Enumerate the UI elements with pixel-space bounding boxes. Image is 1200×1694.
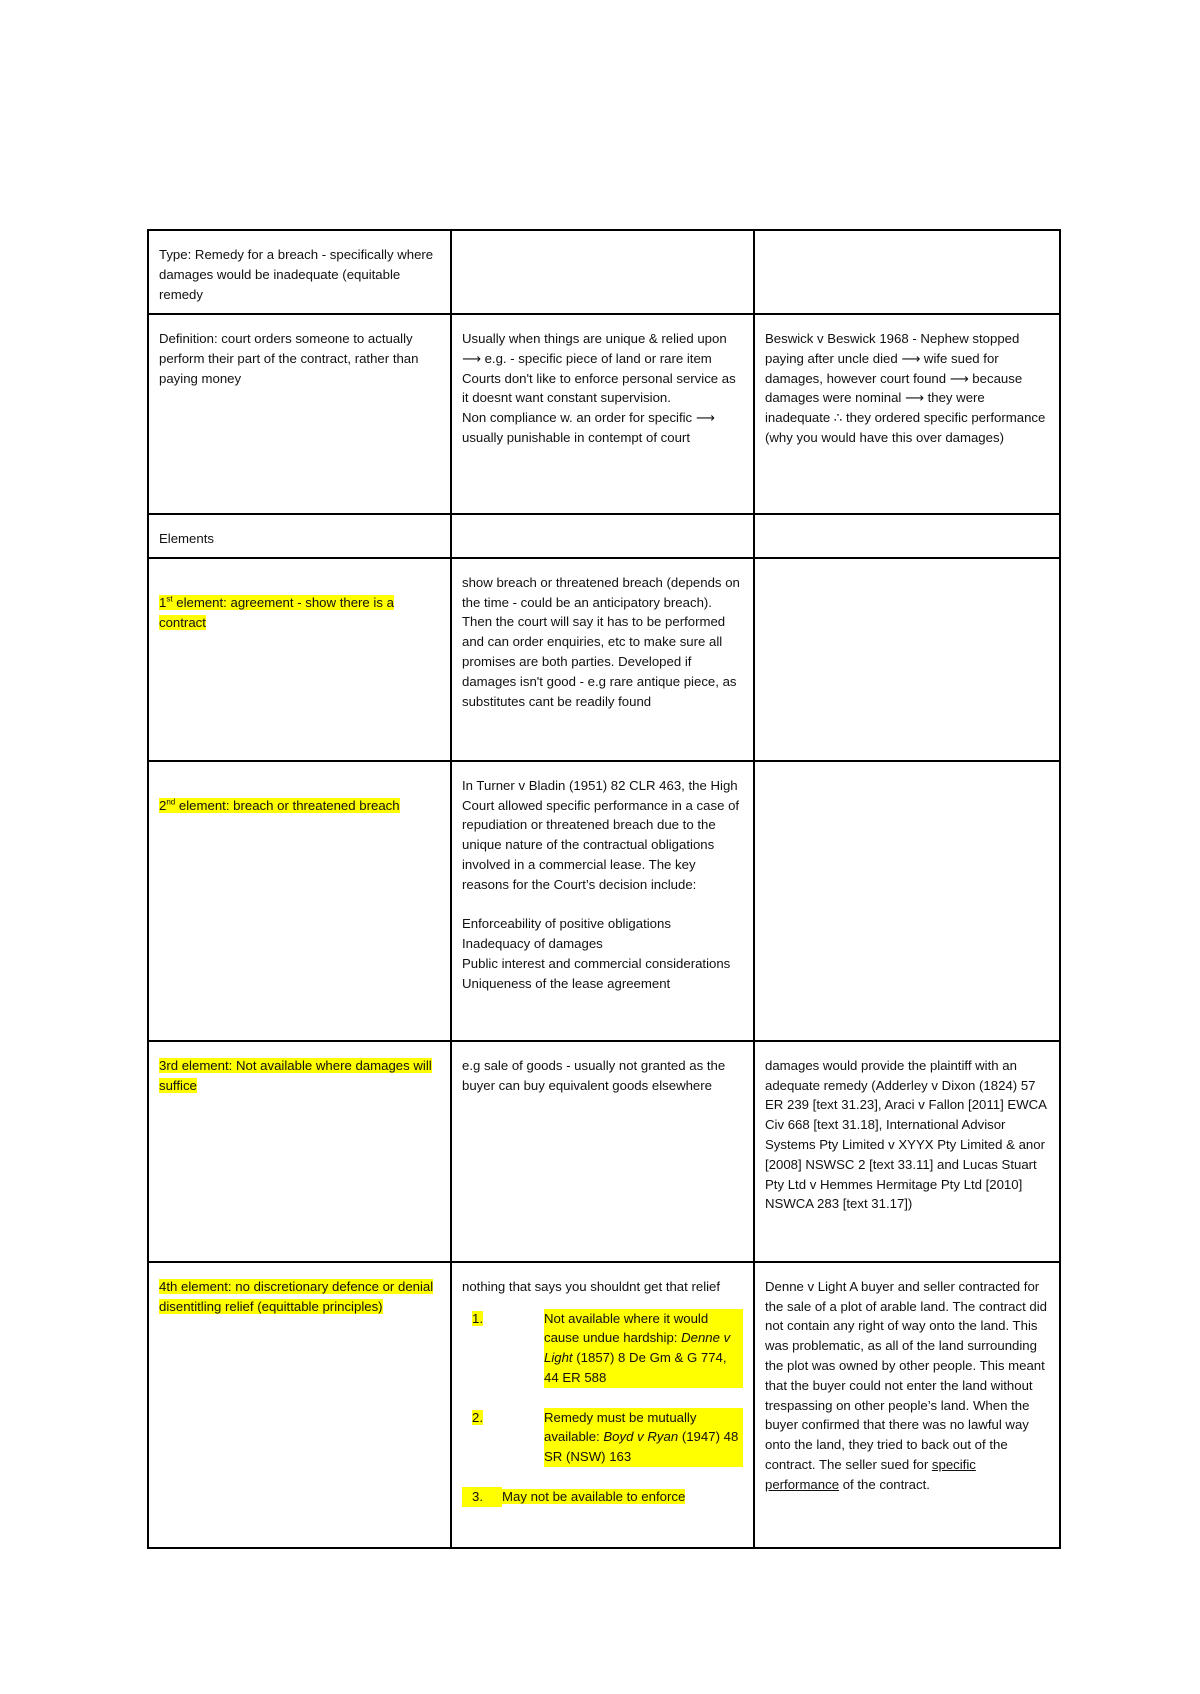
element-4-detail (451, 1262, 754, 1548)
reason-line: Inadequacy of damages (462, 936, 603, 952)
elements-heading: Elements (148, 514, 451, 558)
empty-cell (754, 558, 1060, 761)
table-row (148, 1041, 1060, 1262)
element-3-cases: damages would provide the plaintiff with an adequate remedy (Adderley v Dixon (1824) 57 ER 239 [text 31.23], Araci v Fallon [2011] EWCA Civ 668 [text 31.18], International Advisor Systems Pty Limited v XYYX Pty Limited & anor [2008] NSWSC 2 [text 33.11] and Lucas Stuart Pty Ltd v Hemmes Hermitage Pty Ltd [2010] NSWCA 283 [text 31.17]) (754, 1041, 1060, 1262)
defence-list (462, 1309, 743, 1507)
definition-cell: Definition: court orders someone to actually perform their part of the contract, rather than paying money (148, 314, 451, 514)
table-row (148, 514, 1060, 558)
empty-cell (451, 230, 754, 314)
table-row (148, 1262, 1060, 1548)
turner-intro: In Turner v Bladin (1951) 82 CLR 463, the High Court allowed specific performance in a case of repudiation or threatened breach due to the unique nature of the contractual obligations involved in a commercial lease. The key reasons for the Court’s decision include: (462, 777, 740, 892)
usage-line: Courts don't like to enforce personal service as it doesnt want constant supervision. (462, 370, 736, 406)
table-row (148, 558, 1060, 761)
reason-line: Enforceability of positive obligations (462, 916, 671, 932)
empty-cell (754, 761, 1060, 1041)
denne-case-cell: Denne v Light A buyer and seller contracted for the sale of a plot of arable land. The contract did not contain any right of way onto the land. This was problematic, as all of the land surrounding the plot was owned by other people. This meant that the buyer could not enter the land without trespassing on other people’s land. When the buyer confirmed that there was no lawful way onto the land, they tried to back out of the contract. The seller sued for specific performance of the contract. (754, 1262, 1060, 1548)
usage-line: Non compliance w. an order for specific ⟶ usually punishable in contempt of court (462, 410, 715, 445)
empty-cell (451, 514, 754, 558)
element-1-detail: show breach or threatened breach (depends on the time - could be an anticipatory breach). Then the court will say it has to be performed and can order enquiries, etc to make sure all promises are both parties. Developed if damages isn't good - e.g rare antique piece, as substitutes cant be readily found (451, 558, 754, 761)
element-3-cell (148, 1041, 451, 1262)
empty-cell (754, 514, 1060, 558)
usage-line: Usually when things are unique & relied upon ⟶ e.g. - specific piece of land or rare item (462, 331, 727, 366)
table-row (148, 314, 1060, 514)
element-2-label: 2nd element: breach or threatened breach (159, 797, 400, 813)
reason-line: Public interest and commercial considerations (462, 955, 731, 971)
element-2-cell (148, 761, 451, 1041)
reason-line: Uniqueness of the lease agreement (462, 975, 671, 991)
table-row (148, 761, 1060, 1041)
type-cell: Type: Remedy for a breach - specifically where damages would be inadequate (equitable remedy (148, 230, 451, 314)
specific-performance-link[interactable]: specific performance (765, 1456, 976, 1492)
element-4-intro: nothing that says you shouldnt get that relief (462, 1278, 721, 1294)
list-item: 2. Remedy must be mutually available: Boyd v Ryan (1947) 48 SR (NSW) 163 (462, 1408, 743, 1467)
list-item: 1. Not available where it would cause undue hardship: Denne v Light (1857) 8 De Gm & G 774, 44 ER 588 (462, 1309, 743, 1388)
element-4-cell (148, 1262, 451, 1548)
case-cell: Beswick v Beswick 1968 - Nephew stopped paying after uncle died ⟶ wife sued for damages, however court found ⟶ because damages were nominal ⟶ they were inadequate ∴ they ordered specific performance (why you would have this over damages) (754, 314, 1060, 514)
element-2-detail (451, 761, 754, 1041)
element-1-label: 1st element: agreement - show there is a contract (159, 594, 394, 630)
element-3-detail: e.g sale of goods - usually not granted as the buyer can buy equivalent goods elsewhere (451, 1041, 754, 1262)
usage-cell (451, 314, 754, 514)
table-row (148, 230, 1060, 314)
element-4-label: 4th element: no discretionary defence or denial disentitling relief (equittable principles) (159, 1278, 434, 1314)
list-item: 3. May not be available to enforce (462, 1487, 743, 1507)
notes-table (147, 229, 1061, 1549)
element-1-cell (148, 558, 451, 761)
empty-cell (754, 230, 1060, 314)
element-3-label: 3rd element: Not available where damages will suffice (159, 1057, 432, 1093)
